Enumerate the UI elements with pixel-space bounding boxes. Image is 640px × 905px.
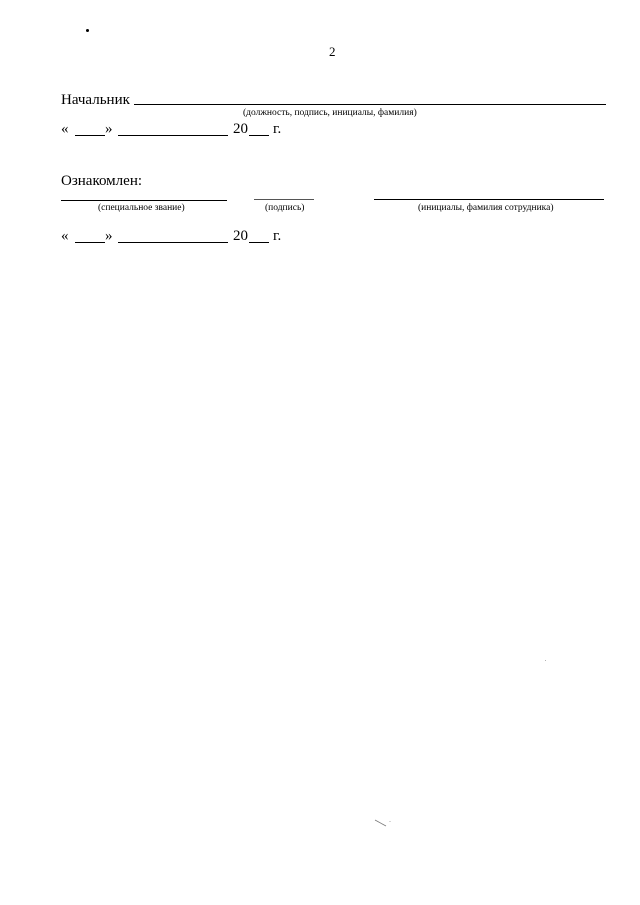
scan-speck <box>86 29 89 32</box>
chief-date-day-line <box>75 135 105 136</box>
employee-name-line <box>374 199 604 200</box>
acquainted-date-month-line <box>118 242 228 243</box>
acquainted-date-open-quote: « <box>61 228 69 244</box>
acquainted-date-close-quote: » <box>105 228 113 244</box>
signature-caption: (подпись) <box>265 203 305 213</box>
acquainted-date-day-line <box>75 242 105 243</box>
scan-mark <box>374 818 394 830</box>
acquainted-date-year-line <box>249 242 269 243</box>
acquainted-date-year-prefix: 20 <box>233 228 248 244</box>
chief-date-year-prefix: 20 <box>233 121 248 137</box>
acquainted-label: Ознакомлен: <box>61 173 143 189</box>
acquainted-date-year-suffix: г. <box>273 228 282 244</box>
chief-date-year-suffix: г. <box>273 121 282 137</box>
chief-caption: (должность, подпись, инициалы, фамилия) <box>243 108 417 118</box>
rank-caption: (специальное звание) <box>98 203 185 213</box>
employee-name-caption: (инициалы, фамилия сотрудника) <box>418 203 554 213</box>
chief-date-month-line <box>118 135 228 136</box>
chief-date-close-quote: » <box>105 121 113 137</box>
page-number: 2 <box>329 44 336 59</box>
signature-line <box>254 199 314 200</box>
chief-label: Начальник <box>61 92 130 108</box>
scan-speck <box>545 660 546 661</box>
rank-line <box>61 200 227 201</box>
chief-date-year-line <box>249 135 269 136</box>
chief-signature-line <box>134 104 606 105</box>
chief-date-open-quote: « <box>61 121 69 137</box>
